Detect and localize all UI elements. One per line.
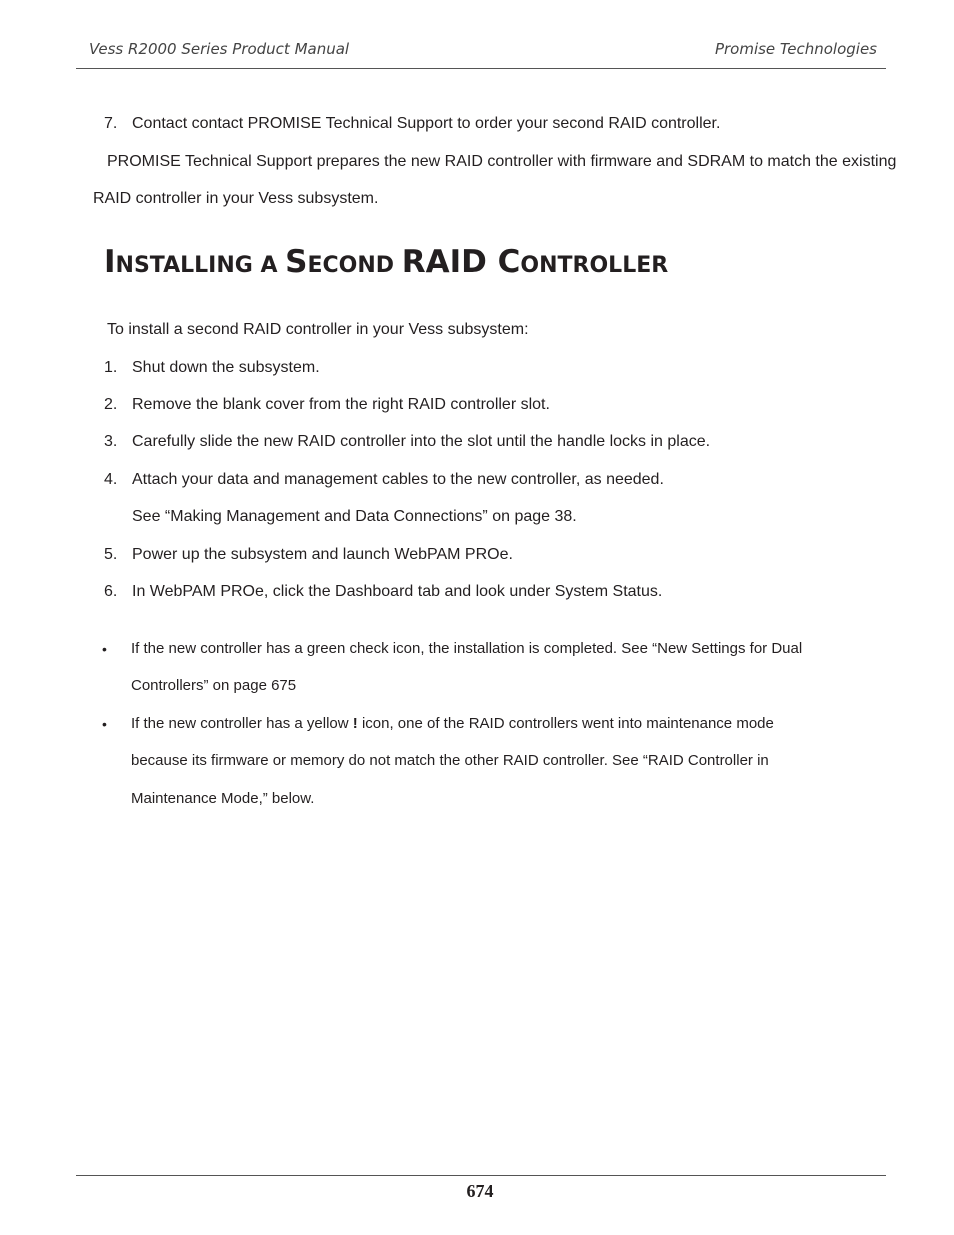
- step-number: 2.: [104, 396, 118, 413]
- heading-part: C: [497, 244, 521, 280]
- step-7-number: 7.: [104, 115, 118, 132]
- running-header-title: Vess R2000 Series Product Manual: [89, 40, 350, 58]
- running-header-company: Promise Technologies: [714, 40, 877, 58]
- bullet-2-line-1: [131, 714, 774, 734]
- section-heading: [104, 242, 668, 287]
- step-4-reference: See “Making Management and Data Connections” on page 38.: [132, 508, 577, 525]
- footer-rule: [76, 1175, 886, 1176]
- step-7-text: Contact contact PROMISE Technical Support to order your second RAID controller.: [132, 115, 721, 132]
- step-text: Attach your data and management cables to the new controller, as needed.: [132, 471, 664, 488]
- step-number: 5.: [104, 546, 118, 563]
- heading-part: ECOND: [307, 253, 402, 278]
- bullet-2-line-3: Maintenance Mode,” below.: [131, 790, 315, 807]
- bullet-1-line-2: Controllers” on page 675: [131, 677, 297, 694]
- intro-paragraph-line-1: PROMISE Technical Support prepares the new RAID controller with firmware and SDRAM to match the existing: [107, 153, 897, 170]
- heading-part: I: [104, 244, 116, 280]
- warning-exclamation-icon: !: [352, 715, 358, 732]
- step-text: Carefully slide the new RAID controller into the slot until the handle locks in place.: [132, 433, 711, 450]
- bullet-marker: •: [102, 716, 107, 732]
- heading-part: RAID: [401, 244, 498, 280]
- step-text: Power up the subsystem and launch WebPAM PROe.: [132, 546, 513, 563]
- intro-paragraph-line-2: RAID controller in your Vess subsystem.: [93, 190, 379, 207]
- heading-part: S: [285, 244, 308, 280]
- header-rule: [76, 68, 886, 69]
- step-number: 1.: [104, 359, 118, 376]
- bullet-2-text-start: If the new controller has a yellow: [131, 715, 353, 732]
- bullet-1-line-1: If the new controller has a green check icon, the installation is completed. See “New Settings for Dual: [131, 640, 803, 657]
- heading-part: NSTALLING A: [115, 253, 286, 278]
- bullet-2-line-2: because its firmware or memory do not match the other RAID controller. See “RAID Controller in: [131, 752, 769, 769]
- step-text: In WebPAM PROe, click the Dashboard tab and look under System Status.: [132, 583, 663, 600]
- heading-part: ONTROLLER: [520, 253, 669, 278]
- page-number: 674: [466, 1181, 494, 1201]
- step-number: 4.: [104, 471, 118, 488]
- step-number: 3.: [104, 433, 118, 450]
- section-lead: To install a second RAID controller in your Vess subsystem:: [107, 321, 529, 338]
- step-text: Remove the blank cover from the right RAID controller slot.: [132, 396, 550, 413]
- step-text: Shut down the subsystem.: [132, 359, 320, 376]
- bullet-marker: •: [102, 641, 107, 657]
- bullet-2-text-end: icon, one of the RAID controllers went into maintenance mode: [357, 715, 774, 732]
- step-number: 6.: [104, 583, 118, 600]
